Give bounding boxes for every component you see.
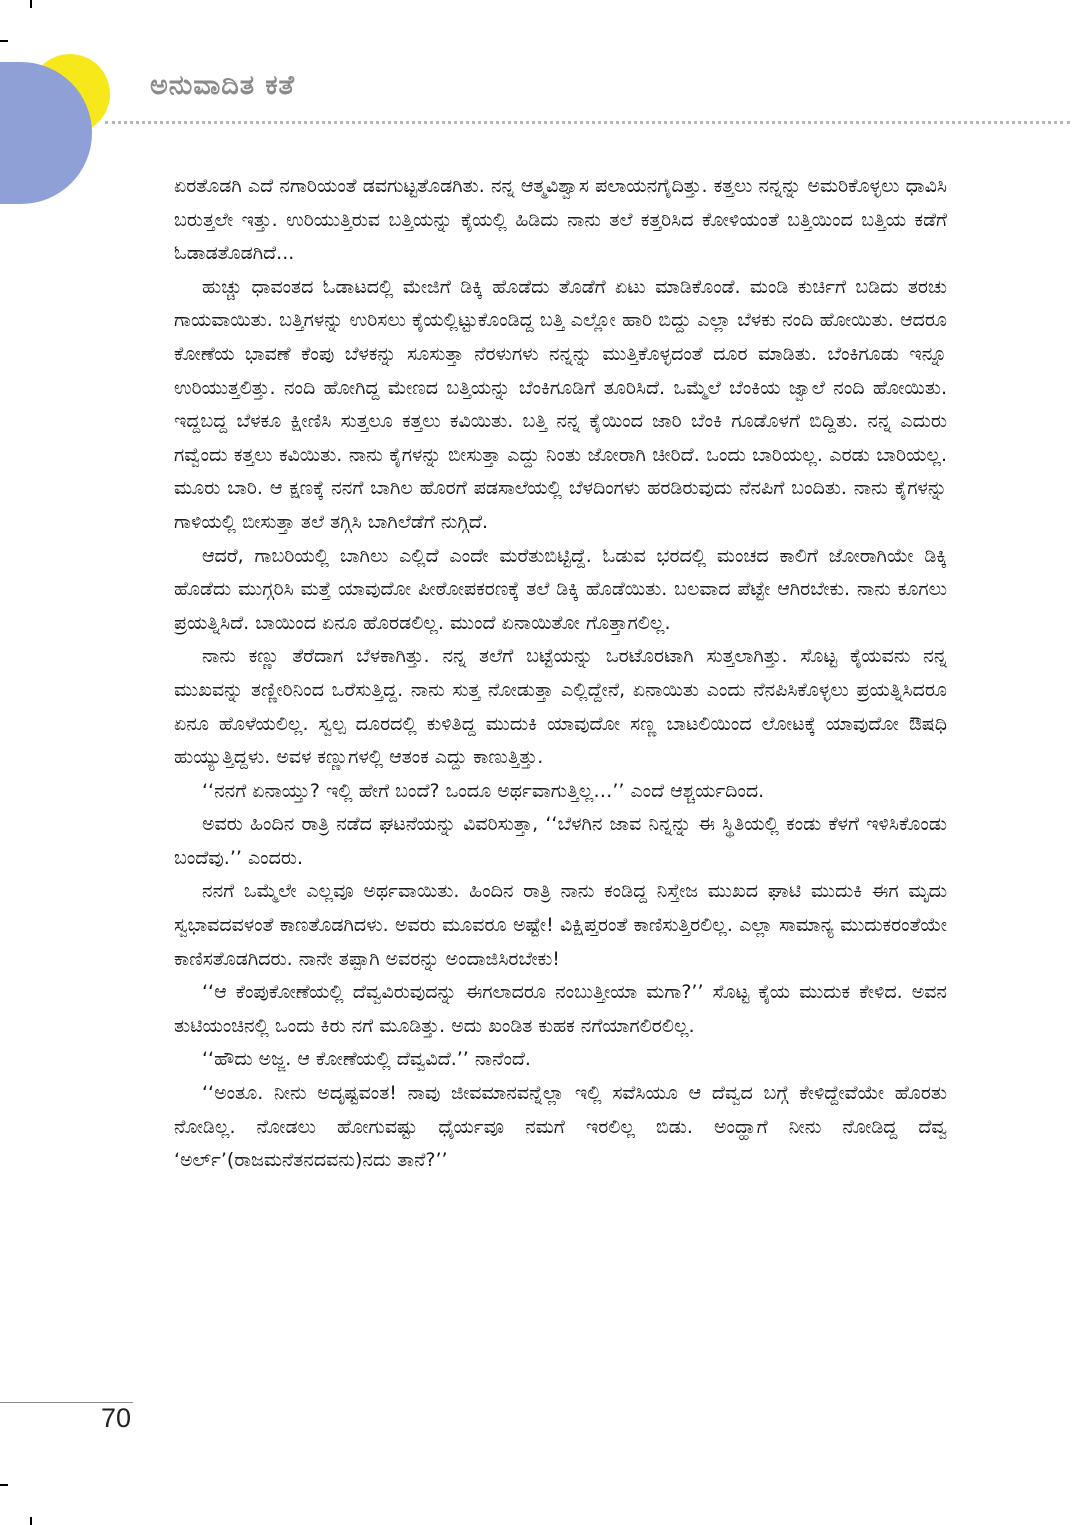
paragraph: ನನಗೆ ಒಮ್ಮೆಲೇ ಎಲ್ಲವೂ ಅರ್ಥವಾಯಿತು. ಹಿಂದಿನ ರಾತ್ರಿ ನಾನು ಕಂಡಿದ್ದ ನಿಸ್ತೇಜ ಮುಖದ ಘಾಟಿ ಮುದುಕಿ ಈಗ ಮೃದು ಸ್ವಭಾವದವಳಂತೆ ಕಾಣತೊಡಗಿದಳು. ಅವರು ಮೂವರೂ ಅಷ್ಟೇ! ವಿಕ್ಷಿಪ್ತರಂತೆ ಕಾಣಿಸುತ್ತಿರಲಿಲ್ಲ. ಎಲ್ಲಾ ಸಾಮಾನ್ಯ ಮುದುಕರಂತೆಯೇ ಕಾಣಿಸತೊಡಗಿದರು. ನಾನೇ ತಪ್ಪಾಗಿ ಅವರನ್ನು ಅಂದಾಜಿಸಿರಬೇಕು! — [174, 880, 947, 970]
header-dotted-rule — [105, 121, 1070, 124]
paragraph: ‘‘ನನಗೆ ಏನಾಯ್ತು? ಇಲ್ಲಿ ಹೇಗೆ ಬಂದೆ? ಒಂದೂ ಅರ್ಥವಾಗುತ್ತಿಲ್ಲ…’’ ಎಂದೆ ಆಶ್ಚರ್ಯದಿಂದ. — [202, 779, 765, 802]
paragraph: ನಾನು ಕಣ್ಣು ತೆರೆದಾಗ ಬೆಳಕಾಗಿತ್ತು. ನನ್ನ ತಲೆಗೆ ಬಟ್ಟೆಯನ್ನು ಒರಟೊರಟಾಗಿ ಸುತ್ತಲಾಗಿತ್ತು. ಸೊಟ್ಟ ಕೈಯವನು ನನ್ನ ಮುಖವನ್ನು ತಣ್ಣೀರಿನಿಂದ ಒರೆಸುತ್ತಿದ್ದ. ನಾನು ಸುತ್ತ ನೋಡುತ್ತಾ ಎಲ್ಲಿದ್ದೇನೆ, ಏನಾಯಿತು ಎಂದು ನೆನಪಿಸಿಕೊಳ್ಳಲು ಪ್ರಯತ್ನಿಸಿದರೂ ಏನೂ ಹೊಳೆಯಲಿಲ್ಲ. ಸ್ವಲ್ಪ ದೂರದಲ್ಲಿ ಕುಳಿತಿದ್ದ ಮುದುಕಿ ಯಾವುದೋ ಸಣ್ಣ ಬಾಟಲಿಯಿಂದ ಲೋಟಕ್ಕೆ ಯಾವುದೋ ಔಷಧಿ ಹುಯ್ಯುತ್ತಿದ್ದಳು. ಅವಳ ಕಣ್ಣುಗಳಲ್ಲಿ ಆತಂಕ ಎದ್ದು ಕಾಣುತ್ತಿತ್ತು. — [174, 645, 947, 769]
paragraph: ಹುಚ್ಚು ಧಾವಂತದ ಓಡಾಟದಲ್ಲಿ ಮೇಜಿಗೆ ಡಿಕ್ಕಿ ಹೊಡೆದು ತೊಡೆಗೆ ಏಟು ಮಾಡಿಕೊಂಡೆ. ಮಂಡಿ ಕುರ್ಚಿಗೆ ಬಡಿದು ತರಚು ಗಾಯವಾಯಿತು. ಬತ್ತಿಗಳನ್ನು ಉರಿಸಲು ಕೈಯಲ್ಲಿಟ್ಟುಕೊಂಡಿದ್ದ ಬತ್ತಿ ಎಲ್ಲೋ ಹಾರಿ ಬಿದ್ದು ಎಲ್ಲಾ ಬೆಳಕು ನಂದಿ ಹೋಯಿತು. ಆದರೂ ಕೋಣೆಯ ಭಾವಣೆ ಕೆಂಪು ಬೆಳಕನ್ನು ಸೂಸುತ್ತಾ ನೆರಳುಗಳು ನನ್ನನ್ನು ಮುತ್ತಿಕೊಳ್ಳದಂತೆ ದೂರ ಮಾಡಿತು. ಬೆಂಕಿಗೂಡು ಇನ್ನೂ ಉರಿಯುತ್ತಲಿತ್ತು. ನಂದಿ ಹೋಗಿದ್ದ ಮೇಣದ ಬತ್ತಿಯನ್ನು ಬೆಂಕಿಗೂಡಿಗೆ ತೂರಿಸಿದೆ. ಒಮ್ಮೆಲೆ ಬೆಂಕಿಯ ಜ್ವಾಲೆ ನಂದಿ ಹೋಯಿತು. ಇದ್ದಬದ್ದ ಬೆಳಕೂ ಕ್ಷೀಣಿಸಿ ಸುತ್ತಲೂ ಕತ್ತಲು ಕವಿಯಿತು. ಬತ್ತಿ ನನ್ನ ಕೈಯಿಂದ ಜಾರಿ ಬೆಂಕಿ ಗೂಡೊಳಗೆ ಬಿದ್ದಿತು. ನನ್ನ ಎದುರು ಗವ್ವೆಂದು ಕತ್ತಲು ಕವಿಯಿತು. ನಾನು ಕೈಗಳನ್ನು ಬೀಸುತ್ತಾ ಎದ್ದು ನಿಂತು ಜೋರಾಗಿ ಚೀರಿದೆ. ಒಂದು ಬಾರಿಯಲ್ಲ. ಎರಡು ಬಾರಿಯಲ್ಲ. ಮೂರು ಬಾರಿ. ಆ ಕ್ಷಣಕ್ಕೆ ನನಗೆ ಬಾಗಿಲ ಹೊರಗೆ ಪಡಸಾಲೆಯಲ್ಲಿ ಬೆಳದಿಂಗಳು ಹರಡಿರುವುದು ನೆನಪಿಗೆ ಬಂದಿತು. ನಾನು ಕೈಗಳನ್ನು ಗಾಳಿಯಲ್ಲಿ ಬೀಸುತ್ತಾ ತಲೆ ತಗ್ಗಿಸಿ ಬಾಗಿಲೆಡೆಗೆ ನುಗ್ಗಿದೆ. — [174, 275, 947, 533]
page-number: 70 — [101, 1403, 132, 1433]
crop-mark-bottom-left — [30, 1517, 32, 1525]
section-title: ಅನುವಾದಿತ ಕತೆ — [150, 70, 295, 101]
paragraph: ಏರತೊಡಗಿ ಎದೆ ನಗಾರಿಯಂತೆ ಡವಗುಟ್ಟತೊಡಗಿತು. ನನ್ನ ಆತ್ಮವಿಶ್ವಾಸ ಪಲಾಯನಗೈದಿತ್ತು. ಕತ್ತಲು ನನ್ನನ್ನು ಅಮರಿಕೊಳ್ಳಲು ಧಾವಿಸಿ ಬರುತ್ತಲೇ ಇತ್ತು. ಉರಿಯುತ್ತಿರುವ ಬತ್ತಿಯನ್ನು ಕೈಯಲ್ಲಿ ಹಿಡಿದು ನಾನು ತಲೆ ಕತ್ತರಿಸಿದ ಕೋಳಿಯಂತೆ ಬತ್ತಿಯಿಂದ ಬತ್ತಿಯ ಕಡೆಗೆ ಓಡಾಡತೊಡಗಿದೆ... — [174, 175, 947, 265]
crop-mark-left-lower — [0, 1484, 8, 1486]
crop-mark-left-upper — [0, 40, 8, 42]
paragraph: ಆದರೆ, ಗಾಬರಿಯಲ್ಲಿ ಬಾಗಿಲು ಎಲ್ಲಿದೆ ಎಂದೇ ಮರೆತುಬಿಟ್ಟಿದ್ದೆ. ಓಡುವ ಭರದಲ್ಲಿ ಮಂಚದ ಕಾಲಿಗೆ ಜೋರಾಗಿಯೇ ಡಿಕ್ಕಿ ಹೊಡೆದು ಮುಗ್ಗರಿಸಿ ಮತ್ತೆ ಯಾವುದೋ ಪೀಠೋಪಕರಣಕ್ಕೆ ತಲೆ ಡಿಕ್ಕಿ ಹೊಡೆಯಿತು. ಬಲವಾದ ಪೆಟ್ಟೇ ಆಗಿರಬೇಕು. ನಾನು ಕೂಗಲು ಪ್ರಯತ್ನಿಸಿದೆ. ಬಾಯಿಂದ ಏನೂ ಹೊರಡಲಿಲ್ಲ. ಮುಂದೆ ಏನಾಯಿತೋ ಗೊತ್ತಾಗಲಿಲ್ಲ. — [174, 544, 947, 634]
paragraph: ಅವರು ಹಿಂದಿನ ರಾತ್ರಿ ನಡೆದ ಘಟನೆಯನ್ನು ವಿವರಿಸುತ್ತಾ, ‘‘ಬೆಳಗಿನ ಜಾವ ನಿನ್ನನ್ನು ಈ ಸ್ಥಿತಿಯಲ್ಲಿ ಕಂಡು ಕೆಳಗೆ ಇಳಿಸಿಕೊಂಡು ಬಂದೆವು.’’ ಎಂದರು. — [174, 813, 947, 869]
story-body — [174, 170, 947, 1178]
paragraph: ‘‘ಅಂತೂ. ನೀನು ಅದೃಷ್ಟವಂತ! ನಾವು ಜೀವಮಾನವನ್ನೆಲ್ಲಾ ಇಲ್ಲಿ ಸವೆಸಿಯೂ ಆ ದೆವ್ವದ ಬಗ್ಗೆ ಕೇಳಿದ್ದೇವೆಯೇ ಹೊರತು ನೋಡಿಲ್ಲ. ನೋಡಲು ಹೋಗುವಷ್ಟು ಧೈರ್ಯವೂ ನಮಗೆ ಇರಲಿಲ್ಲ ಬಿಡು. ಅಂದ್ಹಾಗೆ ನೀನು ನೋಡಿದ್ದ ದೆವ್ವ ‘ಅರ್ಲ್’(ರಾಜಮನೆತನದವನು)ನದು ತಾನೆ?’’ — [174, 1082, 947, 1172]
paragraph: ‘‘ಆ ಕೆಂಪುಕೋಣೆಯಲ್ಲಿ ದೆವ್ವವಿರುವುದನ್ನು ಈಗಲಾದರೂ ನಂಬುತ್ತೀಯಾ ಮಗಾ?’’ ಸೊಟ್ಟ ಕೈಯ ಮುದುಕ ಕೇಳಿದ. ಅವನ ತುಟಿಯಂಚಿನಲ್ಲಿ ಒಂದು ಕಿರು ನಗೆ ಮೂಡಿತ್ತು. ಅದು ಖಂಡಿತ ಕುಹಕ ನಗೆಯಾಗಲಿರಲಿಲ್ಲ. — [174, 981, 947, 1037]
crop-mark-top-left — [30, 0, 32, 8]
paragraph: ‘‘ಹೌದು ಅಜ್ಜ. ಆ ಕೋಣೆಯಲ್ಲಿ ದೆವ್ವವಿದೆ.’’ ನಾನೆಂದೆ. — [202, 1048, 531, 1071]
